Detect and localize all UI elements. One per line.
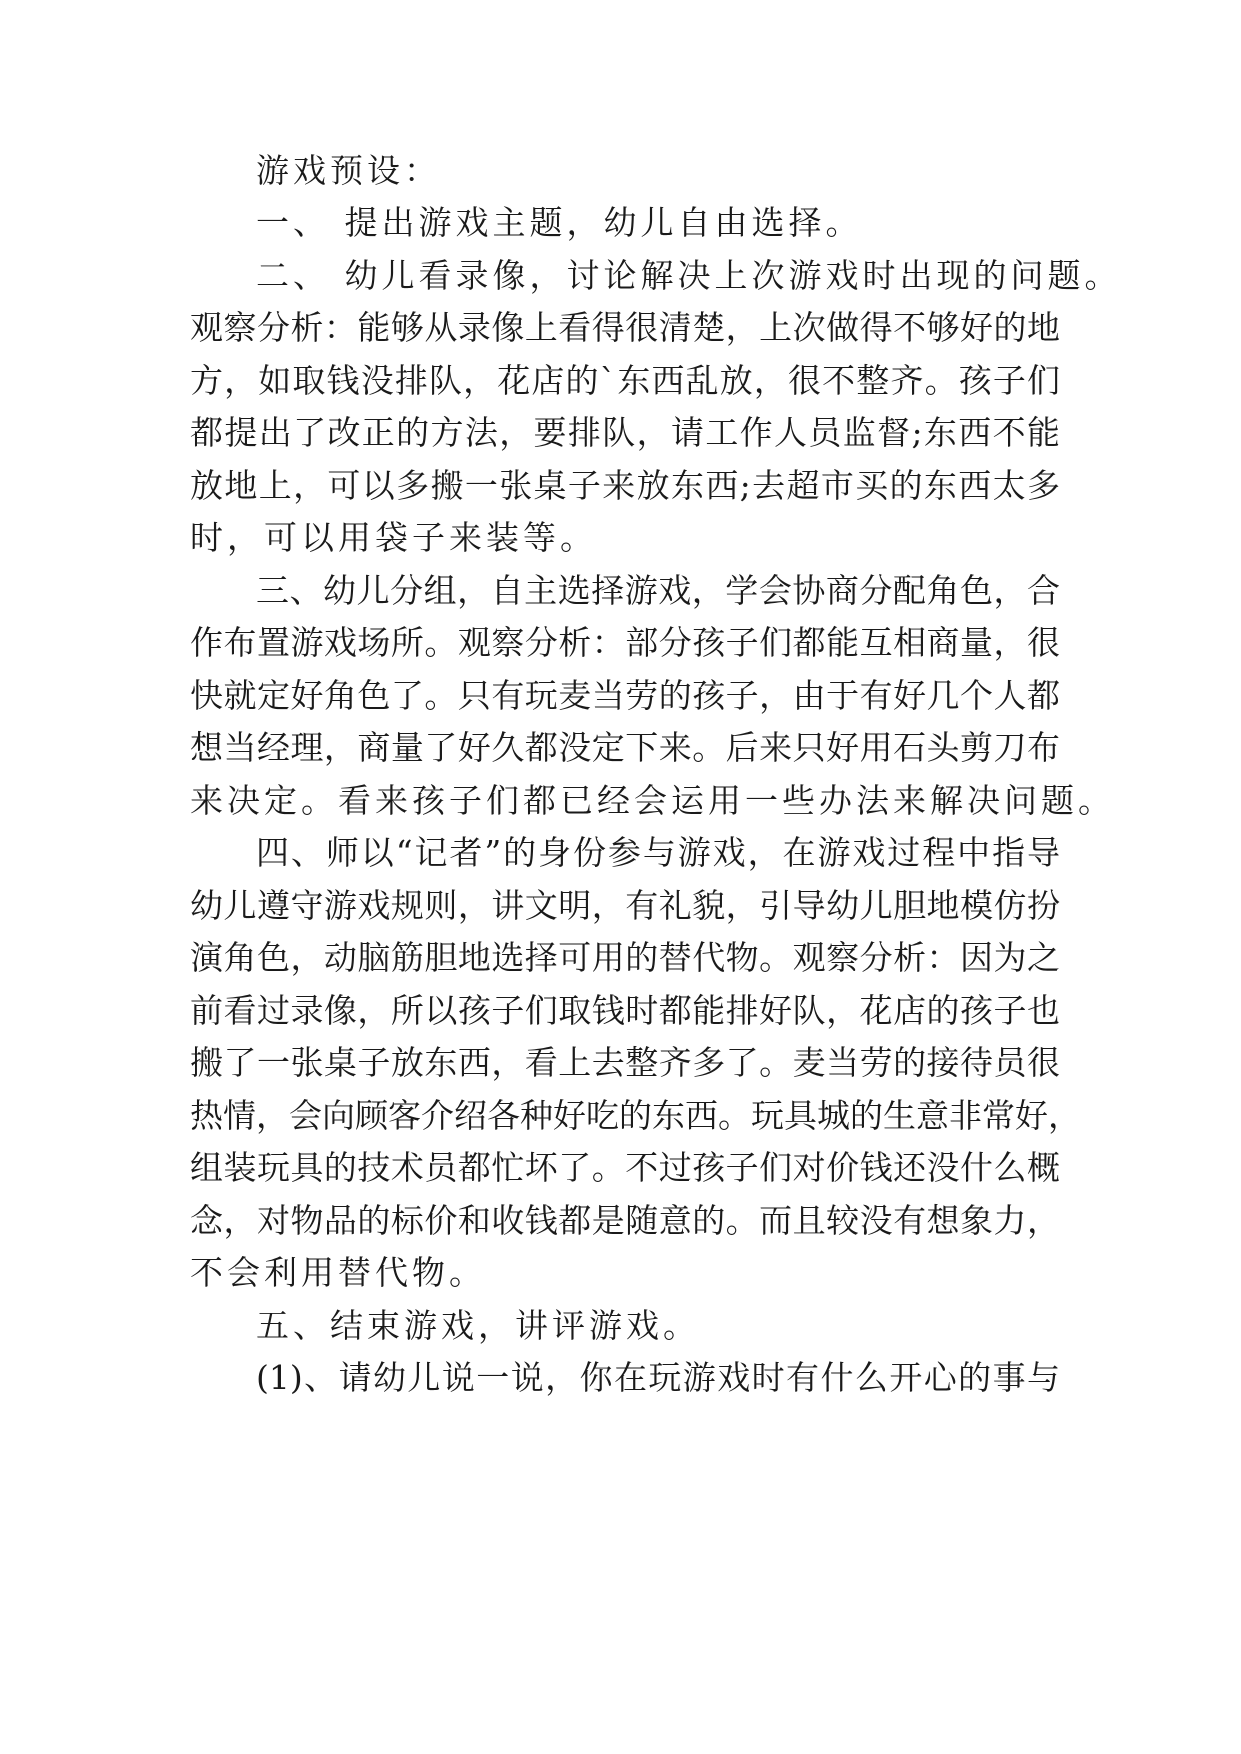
paragraph-line: 不会利用替代物。 — [190, 1253, 486, 1292]
paragraph-line: 搬了一张桌子放东西，看上去整齐多了。麦当劳的接待员很 — [190, 1043, 1060, 1082]
paragraph-line: 组装玩具的技术员都忙坏了。不过孩子们对价钱还没什么概 — [190, 1148, 1060, 1187]
paragraph-line: 观察分析：能够从录像上看得很清楚，上次做得不够好的地 — [190, 308, 1060, 347]
paragraph-line: 快就定好角色了。只有玩麦当劳的孩子，由于有好几个人都 — [190, 676, 1060, 715]
step-3-line: 三、幼儿分组，自主选择游戏，学会协商分配角色，合 — [256, 571, 1060, 610]
step-1-line: 一、 提出游戏主题，幼儿自由选择。 — [256, 203, 863, 242]
step-2-line: 二、 幼儿看录像，讨论解决上次游戏时出现的问题。 — [256, 256, 1122, 295]
paragraph-line: 方，如取钱没排队，花店的`东西乱放，很不整齐。孩子们 — [190, 361, 1060, 400]
step-4-line: 四、师以“记者”的身份参与游戏，在游戏过程中指导 — [256, 833, 1060, 872]
substep-1-line: (1)、请幼儿说一说，你在玩游戏时有什么开心的事与 — [256, 1358, 1060, 1397]
heading-game-preset: 游戏预设： — [256, 151, 441, 190]
paragraph-line: 幼儿遵守游戏规则，讲文明，有礼貌，引导幼儿胆地模仿扮 — [190, 886, 1060, 925]
paragraph-line: 都提出了改正的方法，要排队，请工作人员监督;东西不能 — [190, 413, 1060, 452]
paragraph-line: 念，对物品的标价和收钱都是随意的。而且较没有想象力， — [190, 1201, 1060, 1240]
paragraph-line: 作布置游戏场所。观察分析：部分孩子们都能互相商量，很 — [190, 623, 1060, 662]
paragraph-line: 热情，会向顾客介绍各种好吃的东西。玩具城的生意非常好， — [190, 1096, 1081, 1135]
paragraph-line: 想当经理，商量了好久都没定下来。后来只好用石头剪刀布 — [190, 728, 1060, 767]
paragraph-line: 时，可以用袋子来装等。 — [190, 518, 597, 557]
paragraph-line: 前看过录像，所以孩子们取钱时都能排好队，花店的孩子也 — [190, 991, 1060, 1030]
paragraph-line: 来决定。看来孩子们都已经会运用一些办法来解决问题。 — [190, 781, 1115, 820]
paragraph-line: 放地上，可以多搬一张桌子来放东西;去超市买的东西太多 — [190, 466, 1060, 505]
step-5-line: 五、结束游戏，讲评游戏。 — [256, 1306, 700, 1345]
paragraph-line: 演角色，动脑筋胆地选择可用的替代物。观察分析：因为之 — [190, 938, 1060, 977]
